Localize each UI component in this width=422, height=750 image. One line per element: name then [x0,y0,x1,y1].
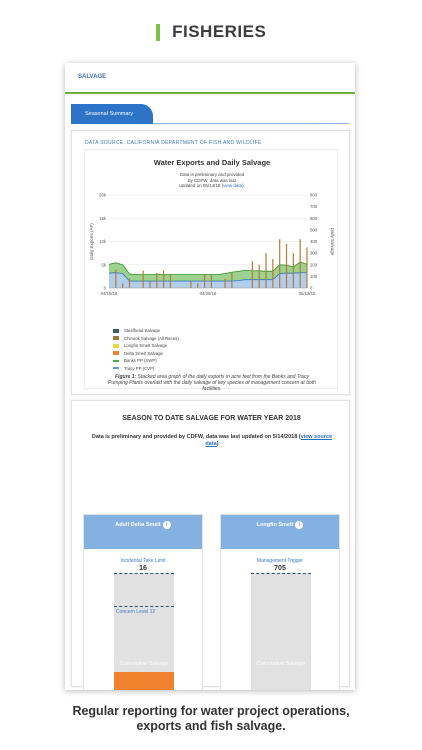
legend-swatch [113,351,119,355]
chinook-salvage-bar [224,279,225,288]
cumulative-label-longfin-smelt: Cumulative Salvage [256,661,306,667]
legend-item[interactable] [113,335,179,343]
chinook-salvage-bar [204,274,205,288]
title-accent-bar [156,24,160,41]
y2-tick-label: 500 [310,227,318,233]
chart-panel [84,149,338,392]
legend-swatch [113,336,119,340]
season-title: SEASON TO DATE SALVAGE FOR WATER YEAR 2018 [122,415,301,422]
data-source-card [71,130,350,395]
chinook-salvage-bar [197,283,198,288]
figure-caption-text: Stacked area graph of the daily exports in acre feet from the Banks and Tracy Pumping Plants overlaid with the daily salvage of key species of management concern at both facilities. [108,374,316,392]
view-data-link[interactable]: view data [223,183,243,188]
chinook-salvage-bar [252,261,253,288]
data-source-label: DATA SOURCE: CALIFORNIA DEPARTMENT OF FISH AND WILDLIFE [85,140,262,146]
limit-value-delta-smelt: 16 [139,565,147,572]
figure-caption [107,374,317,392]
season-note-suffix: ) [216,441,219,447]
chinook-salvage-bar [149,281,150,288]
y2-axis-title: Daily Salvage [330,227,335,256]
page-title-row [0,22,422,42]
phone-screen [65,63,355,690]
y-tick-label: 5k [101,262,106,268]
chinook-salvage-bar [265,253,266,288]
species-header-longfin-smelt[interactable] [221,515,339,549]
chinook-salvage-bar [122,283,123,288]
y-axis-title: Daily Exports (AF) [89,223,94,260]
legend-item[interactable] [113,357,179,365]
chinook-salvage-bar [286,244,287,288]
chinook-salvage-bar [211,275,212,288]
chart-legend [113,327,179,372]
chinook-salvage-bar [170,274,171,288]
season-note [86,434,338,448]
chart-note-suffix: ). [242,183,245,188]
y-tick-label: 20k [99,192,106,198]
chinook-salvage-bar [259,265,260,288]
legend-item[interactable] [113,350,179,358]
view-source-data-link[interactable]: view source data [205,434,333,447]
trigger-line [251,573,311,574]
y-tick-label: 0 [103,285,106,291]
legend-label: Delta Smelt Salvage [124,350,163,356]
limit-line [114,573,174,574]
chart-note-prefix: updated on 05/14/18 ( [179,183,224,188]
chinook-salvage-bar [306,247,307,288]
chinook-salvage-bar [163,271,164,288]
info-icon[interactable]: i [163,521,171,529]
legend-label: Tracy PP (CVP) [124,365,155,371]
chinook-salvage-bar [156,273,157,288]
chinook-salvage-bar [293,253,294,288]
x-tick-label: 04/15/18 [100,291,118,296]
salvage-bar-delta-smelt [114,573,174,690]
limit-label-delta-smelt: Incidental Take Limit [120,558,166,564]
header-salvage-label[interactable]: SALVAGE [78,74,107,80]
chart-note-line-2: by CDFW, data was last [187,177,236,183]
legend-item[interactable] [113,365,179,373]
chinook-salvage-bar [279,239,280,288]
chart-note-line-1: Data is preliminary and provided [179,172,245,177]
species-card-longfin-smelt [220,514,340,690]
legend-item[interactable] [113,327,179,335]
chinook-salvage-bar [300,239,301,288]
chinook-salvage-bar [115,269,116,288]
bottom-caption-line-1: Regular reporting for water project operations, [72,704,350,718]
y2-tick-label: 400 [310,239,318,244]
concern-line [114,606,174,607]
chart-title: Water Exports and Daily Salvage [153,158,271,167]
legend-item[interactable] [113,342,179,350]
legend-label: Steelhead Salvage [124,328,161,334]
tab-strip [71,104,349,124]
season-note-text: Data is preliminary and provided by CDFW, data was last updated on 5/14/2018 ( [91,434,301,440]
cumulative-label-delta-smelt: Cumulative Salvage [119,661,169,667]
x-tick-label: 05/13/18 [298,291,316,296]
legend-label: Banks PP (SWP) [124,358,157,364]
salvage-bar-longfin-smelt [251,573,311,690]
legend-swatch [113,360,119,362]
bottom-caption [0,704,422,734]
figure-caption-label: Figure 1: [115,374,137,380]
y2-tick-label: 800 [310,192,318,198]
chinook-salvage-bar [272,259,273,288]
y2-tick-label: 200 [310,262,318,268]
species-card-delta-smelt [83,514,203,690]
y2-tick-label: 0 [310,285,313,291]
chinook-salvage-bar [129,279,130,288]
y2-tick-label: 300 [310,250,318,256]
tab-seasonal-summary[interactable]: Seasonal Summary [71,104,153,124]
legend-swatch [113,329,119,333]
season-card [71,400,350,687]
app-header [65,63,355,94]
concern-level-label: Concern Level 12 [116,609,156,615]
chart-note [85,172,339,189]
y2-tick-label: 600 [310,215,318,221]
chinook-salvage-bar [190,281,191,288]
chinook-salvage-bar [231,273,232,288]
legend-swatch [113,367,119,369]
limit-label-longfin-smelt: Management Trigger [256,558,304,564]
species-header-delta-smelt[interactable] [84,515,202,549]
legend-label: Longfin Smelt Salvage [124,343,167,349]
x-tick-label: 04/29/18 [199,291,217,296]
chart-note-line-3 [85,183,339,189]
y2-tick-label: 100 [310,273,318,279]
species-name-longfin-smelt: Longfin Smelt [256,522,294,528]
chinook-salvage-bar [143,271,144,288]
species-name-delta-smelt: Adult Delta Smelt [115,522,161,528]
bottom-caption-line-2: exports and fish salvage. [136,719,286,733]
y2-tick-label: 700 [310,204,318,210]
y-tick-label: 10k [99,239,106,244]
legend-label: Chinook Salvage (All Races) [124,335,179,341]
legend-swatch [113,344,119,348]
limit-value-longfin-smelt: 705 [274,565,286,572]
page-title: FISHERIES [172,22,267,41]
y-tick-label: 15k [99,215,106,221]
salvage-fill-delta-smelt [114,672,174,690]
info-icon[interactable]: i [295,521,303,529]
